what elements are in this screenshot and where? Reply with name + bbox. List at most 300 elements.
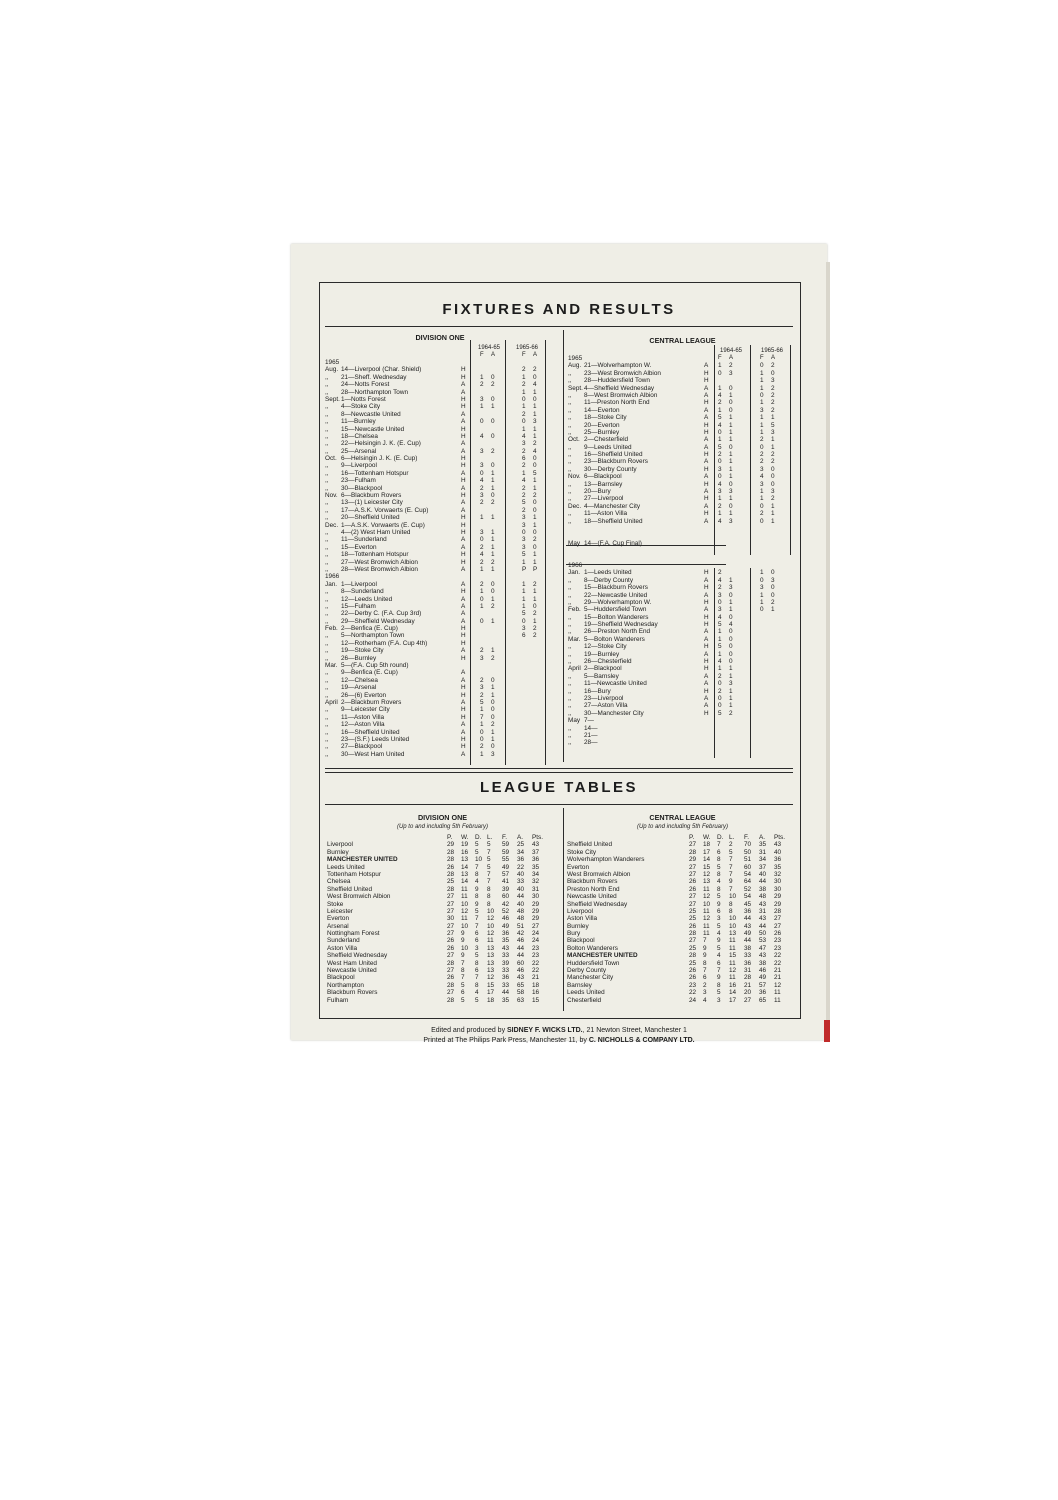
fixture-month: ,, [325, 432, 329, 440]
stat-value: 29 [532, 900, 540, 908]
fixture-row [325, 470, 553, 477]
standings-row [567, 871, 799, 878]
stat-value: 7 [703, 967, 707, 975]
fixture-opponent: 15—Fulham [341, 602, 376, 610]
fixture-f2: 2 [760, 451, 764, 459]
stat-value: 5 [475, 952, 479, 960]
fixture-opponent: 18—Tottenham Hotspur [341, 551, 409, 559]
fixture-venue: H [461, 654, 466, 662]
fixture-f2: 1 [522, 469, 526, 477]
fixture-month: 1966 [325, 573, 340, 581]
fixture-opponent: 1—Liverpool [341, 580, 377, 588]
fixture-month: ,, [568, 414, 572, 422]
stat-value: 30 [447, 915, 455, 923]
fixture-f1: 2 [480, 484, 484, 492]
fixture-row [568, 725, 798, 732]
fixture-a1: 1 [491, 543, 495, 551]
fixture-opponent: 11—Burnley [341, 418, 376, 426]
stat-value: 4 [703, 996, 707, 1004]
fixture-opponent: 23—Liverpool [584, 694, 624, 702]
fixture-a1: 0 [729, 643, 733, 651]
fixture-row [325, 588, 553, 595]
fixture-opponent: 25—Burnley [584, 428, 620, 436]
stat-value: 48 [517, 907, 525, 915]
fixture-row [325, 581, 553, 588]
fixture-row [568, 451, 798, 458]
fixture-opponent: 26—Burnley [341, 654, 377, 662]
stat-value: 3 [717, 996, 721, 1004]
stat-value: 7 [717, 841, 721, 849]
fixture-venue: H [461, 373, 466, 381]
fixture-month: Jan. [568, 569, 581, 577]
fixture-opponent: 9—Benfica (E. Cup) [341, 669, 398, 677]
fixture-month: ,, [568, 465, 572, 473]
stat-value: 38 [759, 885, 767, 893]
stat-value: 21 [744, 981, 752, 989]
team-name: Leeds United [567, 989, 605, 997]
div1-season1: 1964-65 [478, 345, 501, 351]
stat-value: 50 [744, 848, 752, 856]
stat-value: 13 [703, 878, 711, 886]
standings-row [327, 960, 559, 967]
fixture-venue: H [461, 713, 466, 721]
stat-value: 44 [517, 952, 525, 960]
fixture-row [325, 692, 553, 699]
stat-value: 7 [729, 856, 733, 864]
stat-value: 46 [517, 967, 525, 975]
fixture-row [325, 514, 553, 521]
fixture-a1: 0 [491, 492, 495, 500]
standings-row [327, 937, 559, 944]
fixture-a1: 1 [729, 598, 733, 606]
standings-row [327, 871, 559, 878]
fa-header: F [522, 352, 526, 358]
fixture-a2: 0 [533, 543, 537, 551]
fixture-f2: 0 [760, 517, 764, 525]
stat-value: 10 [729, 915, 737, 923]
standings-row [567, 960, 799, 967]
fixture-a1: 0 [729, 384, 733, 392]
stat-value: 60 [744, 863, 752, 871]
fixture-f1: 1 [718, 635, 722, 643]
fixture-a1: 1 [491, 735, 495, 743]
fixture-venue: H [704, 495, 709, 503]
stat-value: 12 [487, 930, 495, 938]
fixture-f2: 0 [522, 418, 526, 426]
fixture-a1: 3 [491, 750, 495, 758]
fixture-a1: 3 [729, 488, 733, 496]
fixture-venue: H [704, 643, 709, 651]
stat-value: 14 [729, 989, 737, 997]
fixture-month: ,, [325, 403, 329, 411]
fixture-f1: 3 [480, 684, 484, 692]
fixture-a1: 2 [491, 381, 495, 389]
footer-address: , 21 Newton Street, Manchester 1 [582, 1027, 687, 1034]
fixture-venue: A [704, 443, 709, 451]
fixture-f1: 3 [718, 591, 722, 599]
fixture-a2: 0 [533, 455, 537, 463]
stat-value: 14 [461, 878, 469, 886]
stat-value: 31 [759, 848, 767, 856]
stat-value: 42 [517, 930, 525, 938]
fixture-venue: A [461, 388, 466, 396]
fixture-a1: 0 [491, 432, 495, 440]
fixture-opponent: 26—Preston North End [584, 628, 651, 636]
fixture-opponent: 30—Derby County [584, 465, 637, 473]
fixture-f2: 2 [522, 492, 526, 500]
table-col-w: W. [461, 834, 469, 841]
fixture-a2: 2 [771, 458, 775, 466]
stat-value: 33 [502, 981, 510, 989]
stat-value: 4 [717, 952, 721, 960]
fixture-row [568, 444, 798, 451]
team-name: Blackpool [567, 937, 595, 945]
fixture-venue: A [461, 676, 466, 684]
fixture-opponent: 8—Derby County [584, 576, 634, 584]
stat-value: 43 [532, 841, 540, 849]
fixture-row [325, 396, 553, 403]
fixture-month: ,, [325, 632, 329, 640]
fixture-row [325, 507, 553, 514]
team-name: Sheffield Wednesday [567, 900, 628, 908]
fixture-a1: 3 [729, 369, 733, 377]
fixture-a1: 0 [729, 443, 733, 451]
team-name: Derby County [567, 967, 607, 975]
stat-value: 28 [689, 952, 697, 960]
fixture-a2: 2 [533, 625, 537, 633]
fixture-row [568, 680, 798, 687]
stat-value: 55 [502, 856, 510, 864]
fixture-a1: 0 [729, 591, 733, 599]
fixture-venue: A [461, 536, 466, 544]
fixture-month: ,, [325, 654, 329, 662]
fixture-venue: A [461, 447, 466, 455]
fixture-venue: A [461, 602, 466, 610]
team-name: Huddersfield Town [567, 959, 620, 967]
stat-value: 27 [447, 930, 455, 938]
stat-value: 8 [717, 885, 721, 893]
stat-value: 34 [532, 870, 540, 878]
fixture-row [325, 440, 553, 447]
fixture-row [568, 422, 798, 429]
team-name: Fulham [327, 996, 349, 1004]
central-season2: 1965-66 [761, 348, 784, 354]
stat-value: 28 [689, 930, 697, 938]
fixture-opponent: 24—Notts Forest [341, 381, 390, 389]
stat-value: 49 [502, 922, 510, 930]
table-col-a: A. [517, 834, 524, 841]
fixture-row [568, 547, 798, 554]
stat-value: 21 [774, 974, 782, 982]
fixture-opponent: 6—Helsingin J. K. (E. Cup) [341, 455, 418, 463]
standings-row [567, 974, 799, 981]
fixture-month: Oct. [568, 436, 580, 444]
fixture-f2: 1 [760, 428, 764, 436]
fixture-f2: 3 [522, 625, 526, 633]
stat-value: 19 [461, 841, 469, 849]
tables-divider [563, 808, 564, 1011]
table1-subtitle: (Up to and including 5th February) [396, 824, 489, 830]
fixture-row [568, 599, 798, 606]
fixture-month: ,, [325, 551, 329, 559]
fixture-a1: 0 [491, 462, 495, 470]
fixture-a2: 1 [771, 436, 775, 444]
fixture-row [568, 732, 798, 739]
div1-season2: 1965-66 [516, 345, 539, 351]
fixture-opponent: 5—Huddersfield Town [584, 606, 647, 614]
fixture-a1: 1 [491, 595, 495, 603]
fixture-opponent: 8—Sunderland [341, 588, 384, 596]
stat-value: 12 [703, 915, 711, 923]
fixture-f1: 0 [480, 469, 484, 477]
fixture-a2: 1 [533, 484, 537, 492]
fixture-f1: 0 [718, 369, 722, 377]
fixture-opponent: 9—Liverpool [341, 462, 377, 470]
stat-value: 8 [487, 900, 491, 908]
stat-value: 21 [774, 967, 782, 975]
table-header [567, 834, 799, 841]
stat-value: 38 [759, 959, 767, 967]
stat-value: 29 [689, 856, 697, 864]
fixture-venue: H [704, 451, 709, 459]
fixture-a1: 1 [729, 458, 733, 466]
fixture-a1: 1 [729, 436, 733, 444]
fixture-opponent: 15—Newcastle United [341, 425, 405, 433]
fixture-f1: 0 [480, 617, 484, 625]
fixture-f1: 1 [718, 650, 722, 658]
fixture-venue: A [704, 650, 709, 658]
stat-value: 26 [689, 878, 697, 886]
fixture-month: Aug. [325, 366, 339, 374]
stat-value: 5 [475, 907, 479, 915]
fixture-a1: 1 [729, 391, 733, 399]
fixture-f2: 1 [522, 388, 526, 396]
fixture-row [325, 381, 553, 388]
team-name: Sheffield United [327, 885, 373, 893]
fixture-f1: 2 [718, 584, 722, 592]
stat-value: 28 [447, 856, 455, 864]
fixture-a1: 0 [729, 613, 733, 621]
fixture-venue: A [461, 440, 466, 448]
table-col-f: F. [502, 834, 507, 841]
fixture-a1: 3 [729, 584, 733, 592]
stat-value: 26 [447, 863, 455, 871]
stat-value: 36 [759, 989, 767, 997]
table2-title: CENTRAL LEAGUE [649, 813, 716, 822]
standings-row [327, 893, 559, 900]
stat-value: 43 [759, 900, 767, 908]
fixture-venue: A [704, 502, 709, 510]
fixture-row [325, 455, 553, 462]
standings-row [567, 908, 799, 915]
stat-value: 17 [729, 996, 737, 1004]
fixture-month: April [325, 698, 338, 706]
fixture-a1: 1 [729, 687, 733, 695]
stat-value: 6 [475, 937, 479, 945]
fixture-f2: 2 [522, 484, 526, 492]
fixture-opponent: 27—Aston Villa [584, 702, 628, 710]
fixture-row [568, 407, 798, 414]
fixture-venue: H [461, 521, 466, 529]
stat-value: 26 [689, 974, 697, 982]
fixture-opponent: 26—Chesterfield [584, 658, 632, 666]
fixture-a2: 0 [771, 473, 775, 481]
fixture-f2: 0 [522, 395, 526, 403]
fixture-f2: 1 [760, 488, 764, 496]
fixture-month: ,, [325, 602, 329, 610]
fixture-a1: 0 [491, 580, 495, 588]
stat-value: 15 [487, 981, 495, 989]
table-col-w: W. [703, 834, 711, 841]
fixture-row [325, 389, 553, 396]
fixture-a1: 0 [491, 373, 495, 381]
fixture-a2: 2 [533, 610, 537, 618]
stat-value: 35 [759, 841, 767, 849]
standings-row [567, 982, 799, 989]
fixture-f1: 1 [480, 750, 484, 758]
stat-value: 22 [532, 967, 540, 975]
fixture-a1: 1 [729, 702, 733, 710]
stat-value: 6 [717, 959, 721, 967]
stat-value: 12 [703, 893, 711, 901]
table-col-p: P. [447, 834, 453, 841]
stat-value: 49 [502, 863, 510, 871]
stat-value: 2 [703, 981, 707, 989]
fixture-venue: H [704, 569, 709, 577]
stat-value: 36 [744, 907, 752, 915]
fixture-month: 1966 [568, 561, 583, 569]
fixture-opponent: 14—Liverpool (Char. Shield) [341, 366, 422, 374]
fixture-f1: 1 [718, 436, 722, 444]
fixture-venue: H [461, 528, 466, 536]
stat-value: 27 [774, 915, 782, 923]
fixture-f1: 3 [718, 488, 722, 496]
cup-final-rule-top [566, 545, 726, 546]
fixture-column-rule [750, 345, 751, 555]
fixture-a1: 0 [729, 406, 733, 414]
stat-value: 31 [532, 885, 540, 893]
team-name: West Ham United [327, 959, 377, 967]
fixture-a1: 0 [729, 399, 733, 407]
standings-row [327, 923, 559, 930]
stat-value: 11 [729, 974, 736, 982]
fixture-f1: 3 [718, 606, 722, 614]
team-name: West Bromwich Albion [327, 893, 391, 901]
team-name: Leicester [327, 907, 353, 915]
fixture-f1: 2 [718, 569, 722, 577]
standings-row [567, 841, 799, 848]
fixture-month: ,, [568, 517, 572, 525]
stat-value: 5 [475, 841, 479, 849]
fixture-f1: 1 [480, 588, 484, 596]
standings-row [327, 974, 559, 981]
stat-value: 18 [703, 841, 711, 849]
stat-value: 22 [774, 952, 782, 960]
standings-row [567, 937, 799, 944]
fixture-column-rule [750, 568, 751, 758]
stat-value: 5 [461, 981, 465, 989]
fixture-month: Nov. [325, 492, 338, 500]
fixture-f1: 5 [718, 709, 722, 717]
fixture-f2: 0 [760, 443, 764, 451]
fixture-opponent: 6—Blackburn Rovers [341, 492, 402, 500]
stat-value: 9 [475, 900, 479, 908]
fixture-venue: A [704, 436, 709, 444]
fixture-a2: 2 [771, 451, 775, 459]
fixture-opponent: 28—Northampton Town [341, 388, 409, 396]
team-name: Bury [567, 930, 581, 938]
fixture-a2: 0 [533, 462, 537, 470]
fixture-a2: 2 [771, 495, 775, 503]
fixture-month: Sept. [325, 395, 340, 403]
stat-value: 27 [689, 841, 697, 849]
fixture-row [325, 647, 553, 654]
fixture-row [325, 743, 553, 750]
fixture-venue: A [704, 672, 709, 680]
fixture-f2: 0 [522, 617, 526, 625]
stat-value: 44 [502, 989, 510, 997]
fixture-a1: 4 [729, 621, 733, 629]
standings-row [567, 952, 799, 959]
fixture-a1: 2 [491, 654, 495, 662]
fixture-f1: 2 [480, 543, 484, 551]
fixture-venue: H [704, 658, 709, 666]
footer-text: Edited and produced by [431, 1027, 508, 1034]
fixture-a2: 3 [771, 428, 775, 436]
tables-title-rule [325, 804, 793, 805]
fixture-row [568, 385, 798, 392]
fixture-a2: 4 [533, 447, 537, 455]
fixture-a2: 1 [771, 414, 775, 422]
fixture-a2: 2 [533, 536, 537, 544]
team-name: Arsenal [327, 922, 349, 930]
fixture-row [325, 359, 553, 366]
fixture-month: ,, [568, 399, 572, 407]
stat-value: 9 [475, 885, 479, 893]
fixture-month: ,, [568, 680, 572, 688]
fixture-venue: H [461, 432, 466, 440]
fixture-opponent: 20—Sheffield United [341, 514, 400, 522]
fixture-f2: 1 [522, 425, 526, 433]
fixture-a1: 0 [491, 418, 495, 426]
stat-value: 7 [475, 922, 479, 930]
fixture-row [325, 366, 553, 373]
team-name: Preston North End [567, 885, 620, 893]
fixture-a2: 1 [533, 595, 537, 603]
fixture-month: ,, [325, 691, 329, 699]
stat-value: 8 [475, 870, 479, 878]
stat-value: 25 [517, 841, 525, 849]
fixture-month: ,, [325, 381, 329, 389]
stat-value: 36 [502, 974, 510, 982]
fixture-opponent: 4—Stoke City [341, 403, 381, 411]
footer-line-2 [319, 1036, 799, 1045]
fixture-f1: 5 [480, 698, 484, 706]
fixture-month: Oct. [325, 455, 337, 463]
fixture-month: ,, [568, 428, 572, 436]
stat-value: 7 [729, 863, 733, 871]
fixture-venue: H [704, 621, 709, 629]
fixture-a2: 0 [533, 395, 537, 403]
fixture-row [325, 403, 553, 410]
fixture-opponent: 29—Wolverhampton W. [584, 598, 652, 606]
stat-value: 12 [703, 870, 711, 878]
fixture-f2: 2 [522, 410, 526, 418]
fixture-row [568, 466, 798, 473]
fixture-venue: A [704, 488, 709, 496]
stat-value: 34 [759, 856, 767, 864]
fixture-f2: 4 [760, 473, 764, 481]
